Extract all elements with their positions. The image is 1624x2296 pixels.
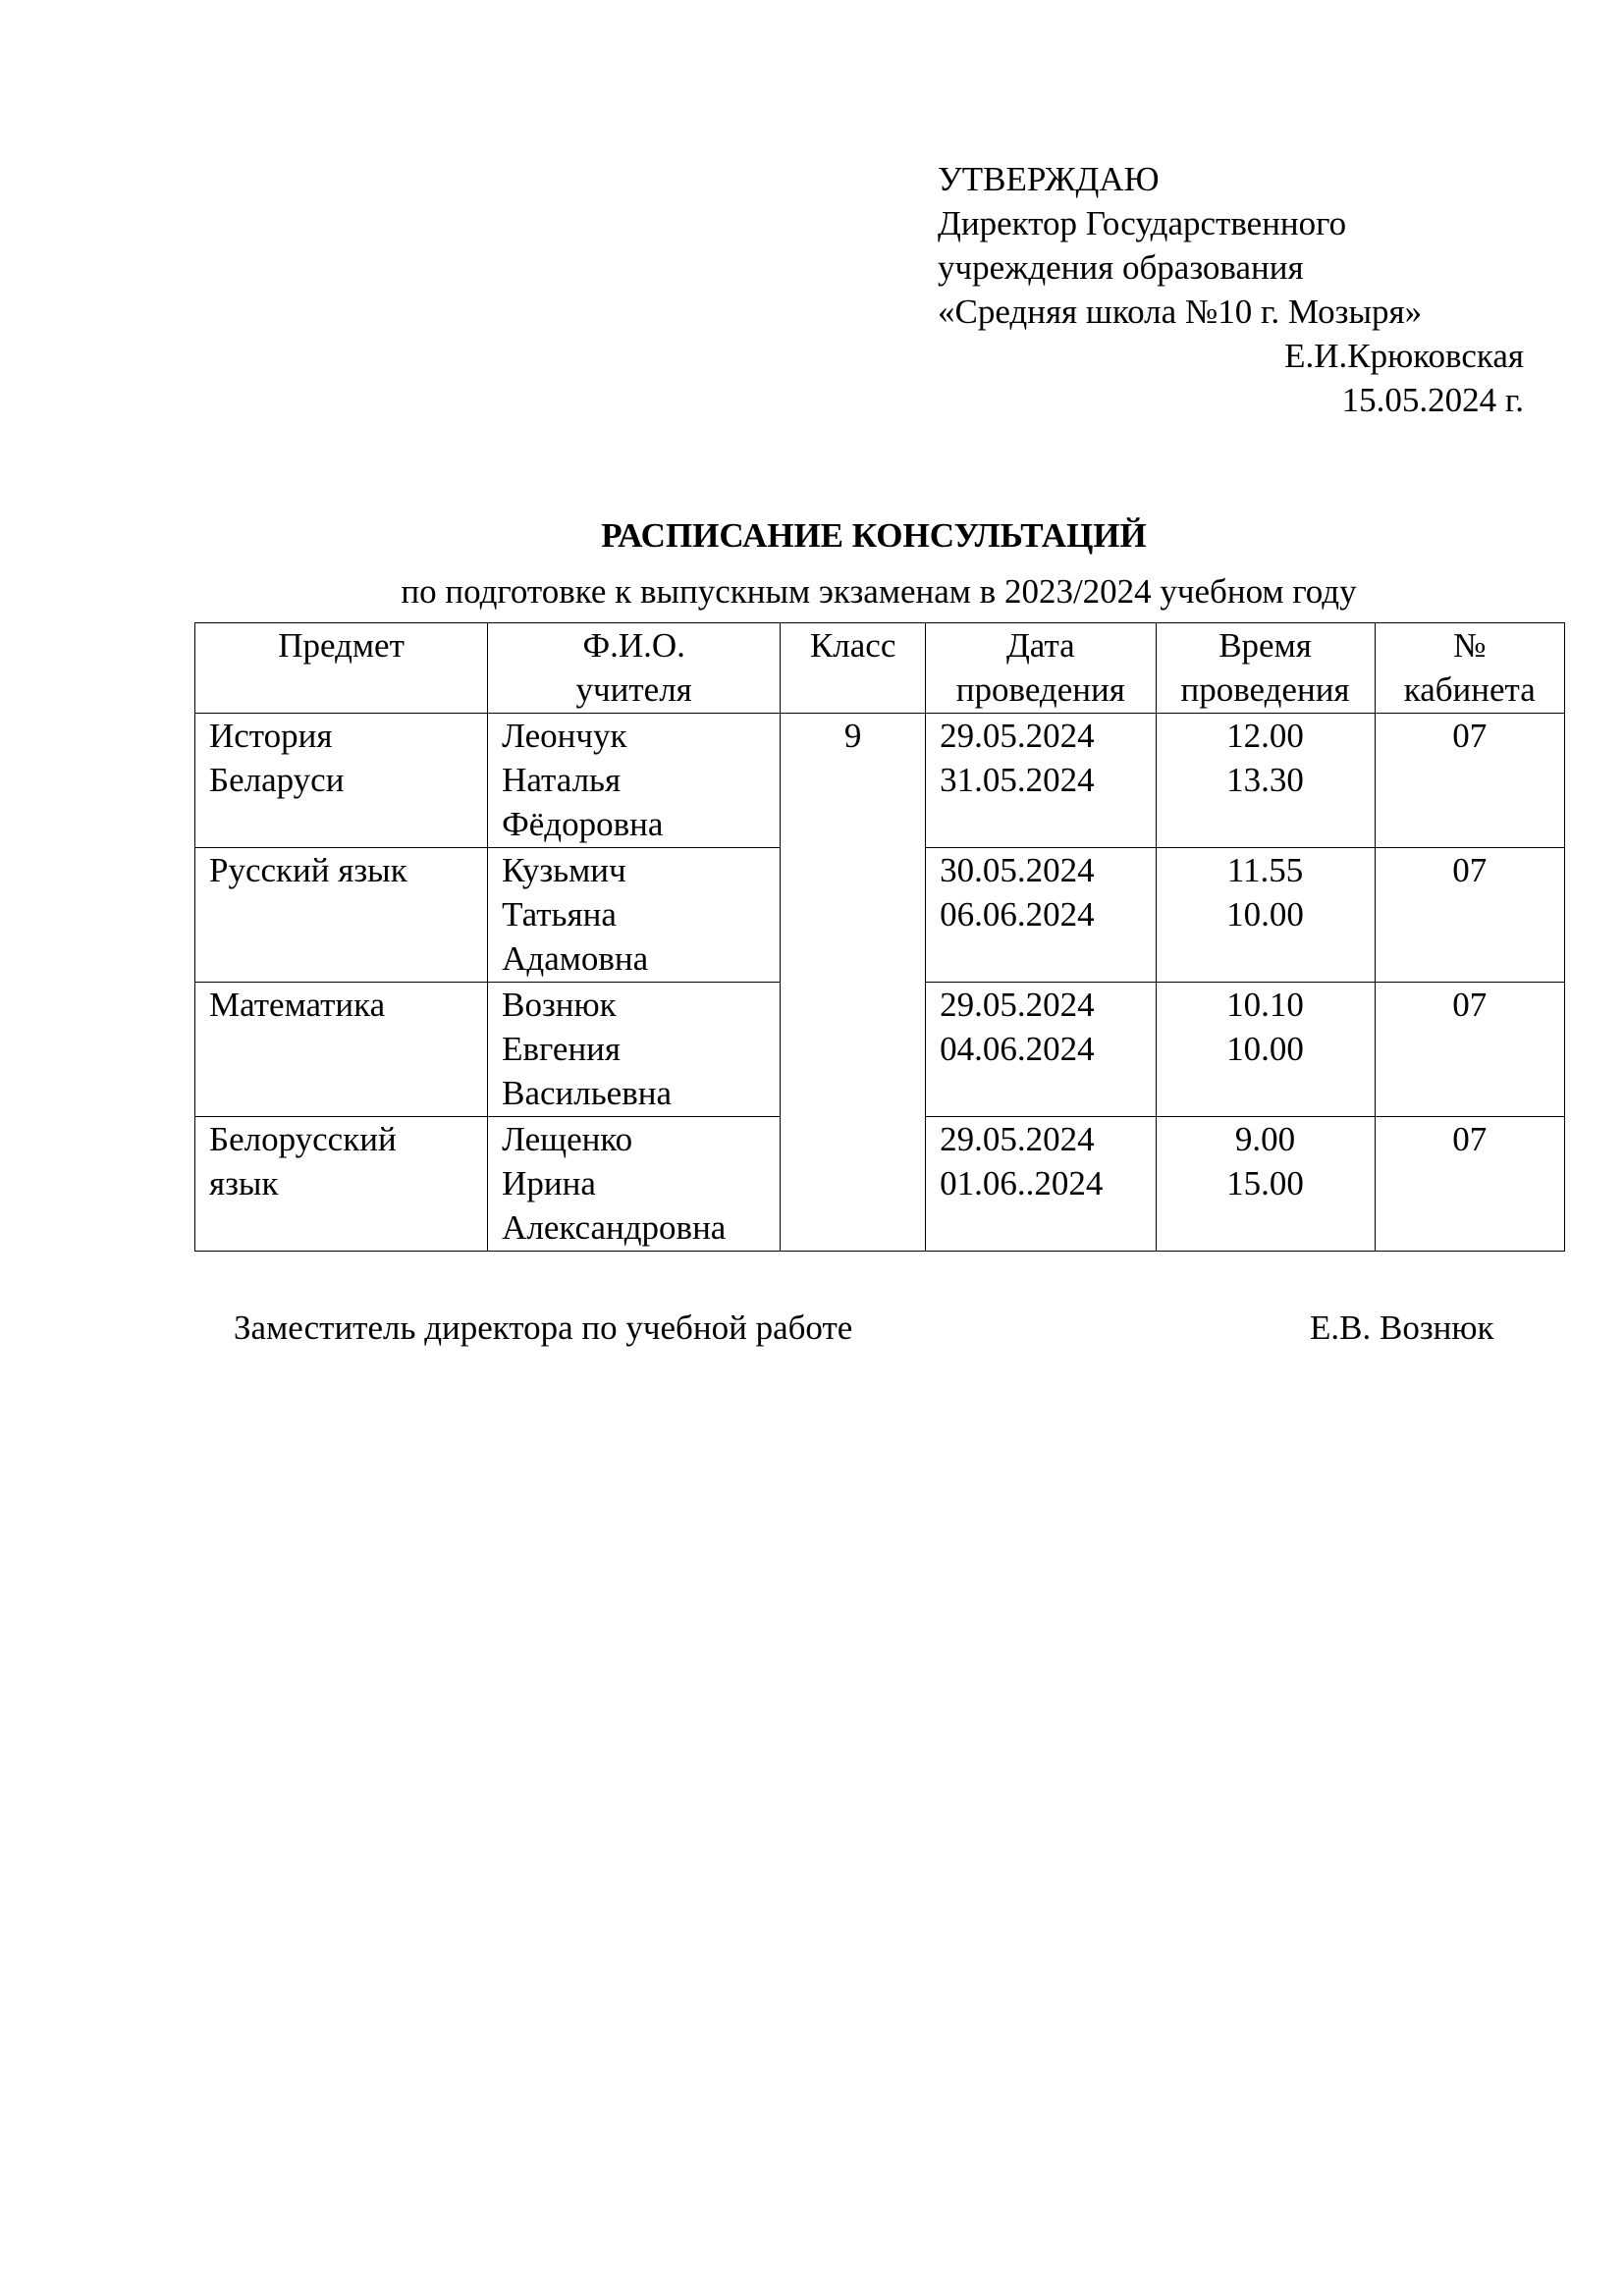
header-class: Класс xyxy=(781,623,926,714)
cell-class: 9 xyxy=(781,714,926,1252)
cell-teacher: Леончук Наталья Фёдоровна xyxy=(488,714,781,848)
approval-signer: Е.И.Крюковская xyxy=(1284,337,1524,375)
document-title: РАСПИСАНИЕ КОНСУЛЬТАЦИЙ xyxy=(601,516,1147,555)
cell-teacher: Лещенко Ирина Александровна xyxy=(488,1117,781,1252)
document-subtitle: по подготовке к выпускным экзаменам в 2023/2024 учебном году xyxy=(401,572,1357,611)
approval-date: 15.05.2024 г. xyxy=(1341,381,1524,419)
header-teacher: Ф.И.О. учителя xyxy=(488,623,781,714)
cell-subject: Русский язык xyxy=(195,848,488,983)
cell-times: 10.10 10.00 xyxy=(1156,983,1375,1117)
cell-dates: 29.05.2024 01.06..2024 xyxy=(926,1117,1156,1252)
cell-subject: Белорусский язык xyxy=(195,1117,488,1252)
header-date: Дата проведения xyxy=(926,623,1156,714)
cell-teacher: Вознюк Евгения Васильевна xyxy=(488,983,781,1117)
approval-position: Директор Государственного xyxy=(938,204,1347,242)
cell-dates: 29.05.2024 31.05.2024 xyxy=(926,714,1156,848)
table-header-row xyxy=(195,623,1565,714)
header-room: № кабинета xyxy=(1375,623,1564,714)
cell-room: 07 xyxy=(1375,1117,1564,1252)
approval-school-name: «Средняя школа №10 г. Мозыря» xyxy=(938,293,1423,331)
cell-times: 12.00 13.30 xyxy=(1156,714,1375,848)
cell-dates: 29.05.2024 04.06.2024 xyxy=(926,983,1156,1117)
approval-block xyxy=(938,157,1527,422)
cell-dates: 30.05.2024 06.06.2024 xyxy=(926,848,1156,983)
approval-heading: УТВЕРЖДАЮ xyxy=(938,160,1160,198)
header-subject: Предмет xyxy=(195,623,488,714)
consultation-schedule-table xyxy=(194,622,1565,1252)
footer-signatory-name: Е.В. Вознюк xyxy=(1310,1308,1494,1347)
cell-subject: Математика xyxy=(195,983,488,1117)
cell-times: 9.00 15.00 xyxy=(1156,1117,1375,1252)
cell-room: 07 xyxy=(1375,848,1564,983)
cell-teacher: Кузьмич Татьяна Адамовна xyxy=(488,848,781,983)
approval-institution: учреждения образования xyxy=(938,248,1304,287)
header-time: Время проведения xyxy=(1156,623,1375,714)
table-row xyxy=(195,714,1565,848)
cell-room: 07 xyxy=(1375,983,1564,1117)
footer-signatory-role: Заместитель директора по учебной работе xyxy=(234,1308,853,1347)
cell-times: 11.55 10.00 xyxy=(1156,848,1375,983)
cell-subject: История Беларуси xyxy=(195,714,488,848)
cell-room: 07 xyxy=(1375,714,1564,848)
